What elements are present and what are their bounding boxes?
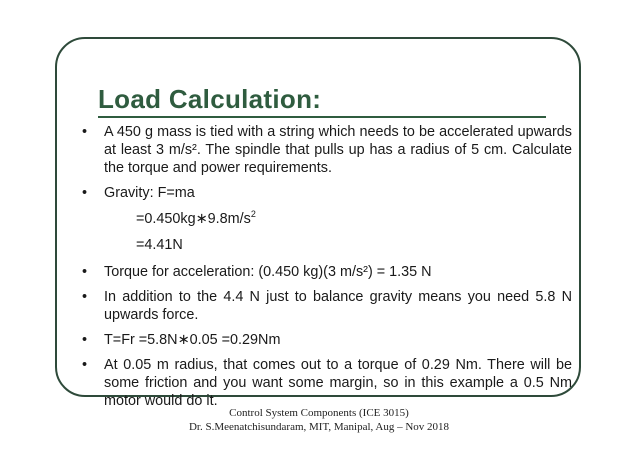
bullet-text: Gravity: F=ma bbox=[104, 185, 195, 201]
bullet-icon: • bbox=[82, 264, 88, 280]
bullet-icon: • bbox=[82, 289, 88, 305]
bullet-problem-statement bbox=[82, 123, 572, 177]
footer-course: Control System Components (ICE 3015) bbox=[229, 407, 409, 419]
bullet-icon: • bbox=[82, 124, 88, 140]
gravity-calc-exponent: 2 bbox=[250, 209, 256, 220]
bullet-text: Torque for acceleration: (0.450 kg)(3 m/s²) = 1.35 N bbox=[104, 264, 432, 280]
bullet-text: In addition to the 4.4 N just to balance gravity means you need 5.8 N upwards force. bbox=[104, 289, 572, 323]
bullet-icon: • bbox=[82, 332, 88, 348]
bullet-torque-acceleration bbox=[82, 263, 572, 281]
gravity-calc-line-2: =4.41N bbox=[136, 237, 183, 253]
bullet-text: A 450 g mass is tied with a string which needs to be accelerated upwards at least 3 m/s². The spindle that pulls up has a radius of 5 cm. Calculate the torque and power requirements. bbox=[104, 124, 572, 176]
slide-title: Load Calculation: bbox=[98, 84, 322, 114]
bullet-torque-formula bbox=[82, 331, 572, 349]
slide-content bbox=[82, 123, 572, 410]
gravity-calc-line-1 bbox=[82, 210, 572, 228]
bullet-icon: • bbox=[82, 185, 88, 201]
footer-author: Dr. S.Meenatchisundaram, MIT, Manipal, Aug – Nov 2018 bbox=[188, 421, 450, 433]
bullet-balance-gravity bbox=[82, 288, 572, 324]
bullet-icon: • bbox=[82, 357, 88, 373]
gravity-calc-main: =0.450kg∗9.8m/s bbox=[136, 211, 251, 227]
bullet-text: At 0.05 m radius, that comes out to a torque of 0.29 Nm. There will be some friction and you want some margin, so in this example a 0.5 Nm motor would do it. bbox=[104, 357, 572, 409]
bullet-text: T=Fr =5.8N∗0.05 =0.29Nm bbox=[104, 332, 281, 348]
bullet-conclusion bbox=[82, 356, 572, 410]
title-underline bbox=[98, 116, 546, 118]
bullet-gravity bbox=[82, 184, 572, 202]
